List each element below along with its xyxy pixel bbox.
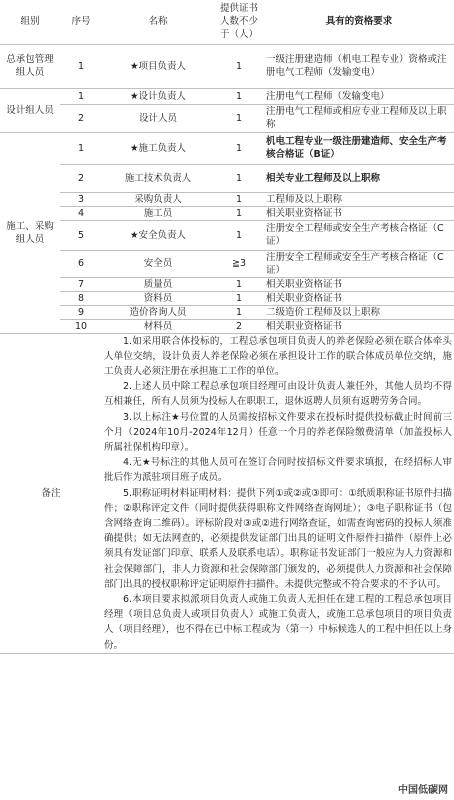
note-item: 4.无★号标注的其他人员可在签订合同时按招标文件要求填报，在经招标人审批后作为派驻项目班子成员。 xyxy=(104,457,452,484)
table-row xyxy=(0,206,454,220)
cell-no: 7 xyxy=(77,278,85,290)
cell-group: 总承包管理组人员 xyxy=(6,54,54,78)
cell-count: ≧3 xyxy=(231,258,246,269)
cell-group: 施工、采购组人员 xyxy=(6,220,54,245)
cell-count: 1 xyxy=(235,112,243,124)
cell-no: 1 xyxy=(77,60,85,72)
cell-req: 一级注册建造师（机电工程专业）资格或注册电气工程师（发输变电） xyxy=(266,54,447,78)
note-item: 5.职称证明材料证明材料：提供下列①或②或③即可：①纸质职称证书原件扫描件；②职称评定文件（同时提供获得职称文件网络查询网址）；③电子职称证书（包含网络查询二维码）。评标阶段对③或②进行网络查证，如需查询密码的投标人须准确提供；如无法网查的，必须提供发证部门出具的证明文件原件扫描件（原件上必须具有发证部门印章、联系人及联系电话）。职称证书发证部门一般应为人力资源和社会保障部门，非人力资源和社会保障部门颁发的，必须提供人力资源和社会保障部门出具的授权职称评定证明原件扫描件。未提供完整或不符合要求的不予认可。 xyxy=(104,487,452,590)
notes-table xyxy=(0,334,454,654)
cell-req: 相关职业资格证书 xyxy=(266,278,343,290)
note-item: 6.本项目要求拟派项目负责人或施工负责人无担任在建工程的工程总承包项目经理（项目总负责人或项目负责人）或施工负责人，或施工总承包项目的项目负责人（项目经理），也不得在已中标工程或为（第一）中标候选人的工程中担任以上身份。 xyxy=(104,593,452,651)
note-item: 3.以上标注★号位置的人员需按招标文件要求在投标时提供投标截止时间前三个月（2024年10月-2024年12月）任意一个月的养老保险缴费清单（加盖投标人所属社保机构印章）。 xyxy=(104,411,452,453)
cell-name: 质量员 xyxy=(143,278,173,290)
notes-content xyxy=(102,334,454,654)
table-row xyxy=(0,305,454,319)
cell-req: 注册电气工程师或相应专业工程师及以上职称 xyxy=(266,106,447,130)
table-row xyxy=(0,104,454,132)
cell-req: 工程师及以上职称 xyxy=(266,193,343,205)
cell-name: 采购负责人 xyxy=(134,193,182,205)
cell-count: 1 xyxy=(235,278,243,290)
cell-name: ★设计负责人 xyxy=(129,90,187,102)
cell-no: 1 xyxy=(77,142,85,154)
cell-name: 资料员 xyxy=(143,292,173,304)
notes-label: 备注 xyxy=(41,487,61,499)
cell-count: 1 xyxy=(235,172,243,184)
cell-req: 注册安全工程师或安全生产考核合格证（C证） xyxy=(266,251,444,276)
cell-count: 1 xyxy=(235,142,243,154)
cell-no: 8 xyxy=(77,292,85,304)
header-count: 提供证书人数不少于（人） xyxy=(219,3,258,41)
table-row xyxy=(0,192,454,206)
cell-no: 1 xyxy=(77,90,85,102)
table-row xyxy=(0,88,454,104)
table-row xyxy=(0,44,454,88)
cell-count: 1 xyxy=(235,229,243,241)
cell-name: ★安全负责人 xyxy=(129,229,187,241)
table-row xyxy=(0,250,454,277)
header-group: 组别 xyxy=(20,16,40,28)
cell-req: 机电工程专业一级注册建造师、安全生产考核合格证（B证） xyxy=(266,136,447,160)
header-name: 名称 xyxy=(148,16,168,28)
header-no: 序号 xyxy=(71,16,91,28)
note-item: 1.如采用联合体投标的，工程总承包项目负责人的养老保险必须在联合体牵头人单位交纳，设计负责人养老保险必须在承担设计工作的联合体成员单位交纳，施工负责人必须注册在承担施工工作的单位。 xyxy=(104,335,452,377)
cell-name: 材料员 xyxy=(143,320,173,332)
cell-no: 2 xyxy=(77,172,85,184)
cell-name: 安全员 xyxy=(143,258,173,269)
cell-req: 相关职业资格证书 xyxy=(266,320,343,332)
note-item: 2.上述人员中除工程总承包项目经理可由设计负责人兼任外，其他人员均不得互相兼任，所有人员须为投标人在职职工，退休返聘人员须有返聘劳务合同。 xyxy=(104,381,452,408)
cell-name: 设计人员 xyxy=(138,112,177,124)
cell-name: 施工技术负责人 xyxy=(124,172,192,184)
cell-count: 1 xyxy=(235,207,243,219)
table-row xyxy=(0,291,454,305)
cell-req: 注册安全工程师或安全生产考核合格证（C证） xyxy=(266,223,444,247)
cell-count: 1 xyxy=(235,306,243,318)
cell-no: 6 xyxy=(77,258,85,269)
cell-no: 4 xyxy=(77,207,85,219)
table-row xyxy=(0,319,454,333)
cell-no: 10 xyxy=(74,320,88,332)
cell-no: 3 xyxy=(77,193,85,205)
cell-req: 二级造价工程师及以上职称 xyxy=(266,306,381,318)
cell-no: 5 xyxy=(77,229,85,241)
cell-count: 1 xyxy=(235,292,243,304)
cell-req: 注册电气工程师（发输变电） xyxy=(266,90,390,102)
cell-name: ★施工负责人 xyxy=(129,142,187,154)
table-row xyxy=(0,220,454,250)
table-row xyxy=(0,277,454,291)
watermark-logo: 中国低碳网 xyxy=(398,785,448,796)
table-row xyxy=(0,164,454,192)
table-header-row xyxy=(0,0,454,44)
cell-count: 1 xyxy=(235,60,243,72)
cell-count: 1 xyxy=(235,90,243,102)
cell-count: 2 xyxy=(235,320,243,332)
table-row xyxy=(0,132,454,164)
header-requirement: 具有的资格要求 xyxy=(325,16,393,28)
cell-name: 造价咨询人员 xyxy=(129,306,187,318)
cell-req: 相关专业工程师及以上职称 xyxy=(266,172,381,184)
cell-no: 9 xyxy=(77,306,85,318)
cell-no: 2 xyxy=(77,112,85,124)
cell-req: 相关职业资格证书 xyxy=(266,292,343,304)
cell-count: 1 xyxy=(235,193,243,205)
cell-group: 设计组人员 xyxy=(6,104,54,116)
cell-name: 施工员 xyxy=(143,207,173,219)
cell-name: ★项目负责人 xyxy=(129,60,187,72)
cell-req: 相关职业资格证书 xyxy=(266,207,343,219)
requirements-table xyxy=(0,0,454,334)
